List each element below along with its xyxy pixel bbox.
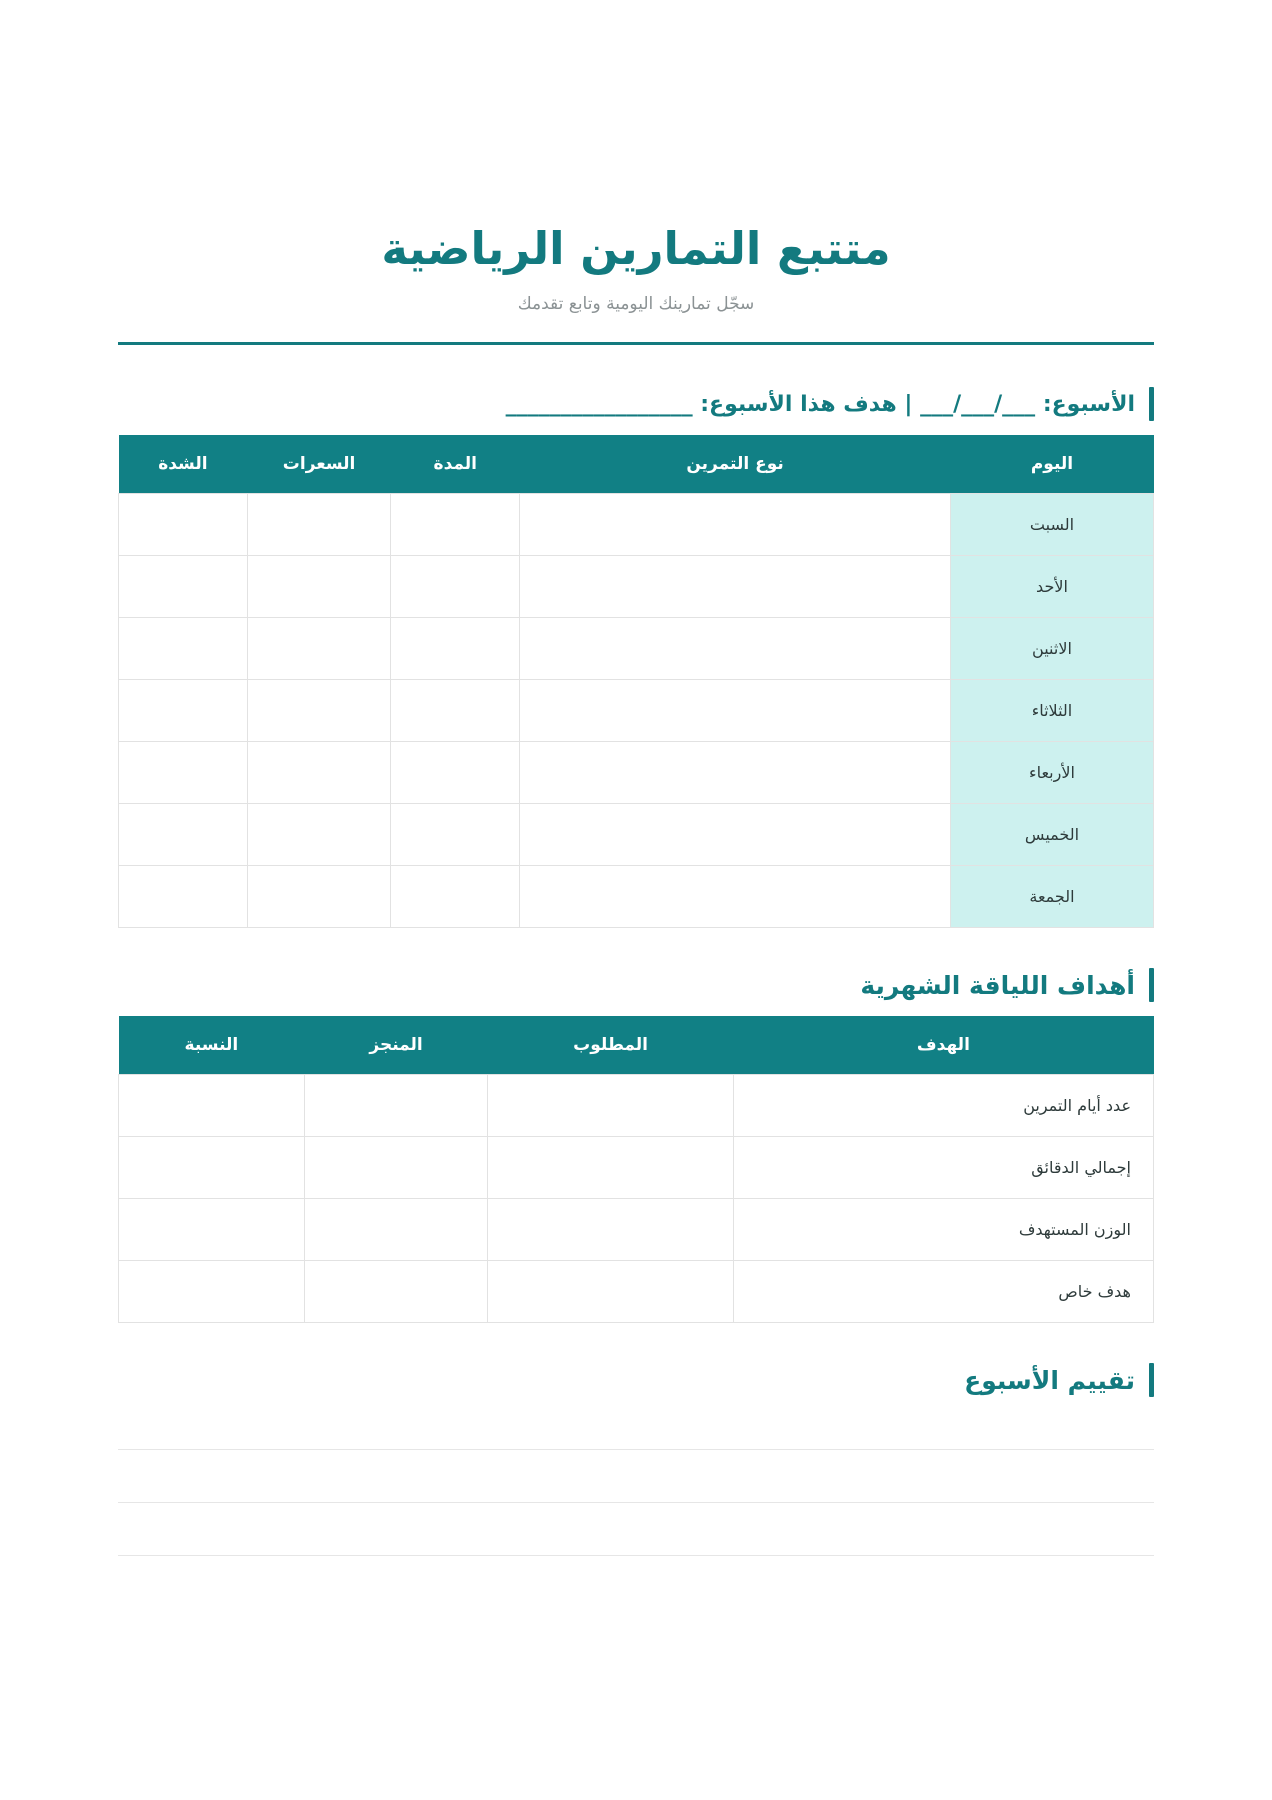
goal-label: الوزن المستهدف bbox=[733, 1199, 1153, 1261]
week-meta-row bbox=[118, 387, 1154, 421]
accent-bar-icon bbox=[1149, 1363, 1154, 1397]
cell-done[interactable] bbox=[304, 1261, 488, 1323]
table-row bbox=[119, 556, 1154, 618]
goal-label: هدف خاص bbox=[733, 1261, 1153, 1323]
cell-intensity[interactable] bbox=[119, 556, 248, 618]
monthly-table-body bbox=[119, 1075, 1154, 1323]
cell-percent[interactable] bbox=[119, 1261, 305, 1323]
cell-required[interactable] bbox=[488, 1137, 733, 1199]
table-row bbox=[119, 804, 1154, 866]
cell-type[interactable] bbox=[520, 556, 951, 618]
cell-calories[interactable] bbox=[247, 556, 391, 618]
table-row bbox=[119, 866, 1154, 928]
monthly-goals-heading bbox=[118, 968, 1154, 1002]
accent-bar-icon bbox=[1149, 387, 1154, 421]
cell-calories[interactable] bbox=[247, 804, 391, 866]
col-header-day: اليوم bbox=[950, 435, 1153, 494]
day-label: الجمعة bbox=[950, 866, 1153, 928]
table-row bbox=[119, 742, 1154, 804]
table-row bbox=[119, 680, 1154, 742]
col-header-done: المنجز bbox=[304, 1016, 488, 1075]
cell-done[interactable] bbox=[304, 1137, 488, 1199]
cell-intensity[interactable] bbox=[119, 866, 248, 928]
table-row bbox=[119, 1261, 1154, 1323]
week-review-heading bbox=[118, 1363, 1154, 1397]
day-label: الأحد bbox=[950, 556, 1153, 618]
cell-duration[interactable] bbox=[391, 804, 520, 866]
cell-duration[interactable] bbox=[391, 618, 520, 680]
col-header-goal: الهدف bbox=[733, 1016, 1153, 1075]
cell-calories[interactable] bbox=[247, 494, 391, 556]
table-row bbox=[119, 1137, 1154, 1199]
accent-bar-icon bbox=[1149, 968, 1154, 1002]
col-header-duration: المدة bbox=[391, 435, 520, 494]
cell-calories[interactable] bbox=[247, 618, 391, 680]
goal-label: إجمالي الدقائق bbox=[733, 1137, 1153, 1199]
cell-duration[interactable] bbox=[391, 866, 520, 928]
table-row bbox=[119, 494, 1154, 556]
table-row bbox=[119, 618, 1154, 680]
weekly-table-wrap bbox=[118, 435, 1154, 928]
cell-intensity[interactable] bbox=[119, 742, 248, 804]
cell-intensity[interactable] bbox=[119, 494, 248, 556]
cell-duration[interactable] bbox=[391, 742, 520, 804]
col-header-percent: النسبة bbox=[119, 1016, 305, 1075]
day-label: الثلاثاء bbox=[950, 680, 1153, 742]
cell-required[interactable] bbox=[488, 1199, 733, 1261]
cell-type[interactable] bbox=[520, 866, 951, 928]
goal-label: عدد أيام التمرين bbox=[733, 1075, 1153, 1137]
cell-calories[interactable] bbox=[247, 866, 391, 928]
monthly-table-wrap bbox=[118, 1016, 1154, 1323]
weekly-workout-table bbox=[118, 435, 1154, 928]
header-divider bbox=[118, 342, 1154, 345]
col-header-calories: السعرات bbox=[247, 435, 391, 494]
table-row bbox=[119, 1075, 1154, 1137]
monthly-goals-title: أهداف اللياقة الشهرية bbox=[860, 970, 1135, 1000]
col-header-type: نوع التمرين bbox=[520, 435, 951, 494]
cell-duration[interactable] bbox=[391, 494, 520, 556]
week-review-title: تقييم الأسبوع bbox=[964, 1365, 1135, 1395]
cell-calories[interactable] bbox=[247, 742, 391, 804]
day-label: السبت bbox=[950, 494, 1153, 556]
note-line[interactable] bbox=[118, 1503, 1154, 1556]
cell-intensity[interactable] bbox=[119, 804, 248, 866]
note-line[interactable] bbox=[118, 1449, 1154, 1503]
cell-duration[interactable] bbox=[391, 556, 520, 618]
cell-required[interactable] bbox=[488, 1261, 733, 1323]
day-label: الاثنين bbox=[950, 618, 1153, 680]
day-label: الأربعاء bbox=[950, 742, 1153, 804]
cell-type[interactable] bbox=[520, 742, 951, 804]
day-label: الخميس bbox=[950, 804, 1153, 866]
cell-required[interactable] bbox=[488, 1075, 733, 1137]
weekly-table-head bbox=[119, 435, 1154, 494]
cell-calories[interactable] bbox=[247, 680, 391, 742]
cell-type[interactable] bbox=[520, 618, 951, 680]
week-meta-text[interactable]: الأسبوع: ___/___/___ | هدف هذا الأسبوع: _________________ bbox=[505, 391, 1135, 417]
cell-percent[interactable] bbox=[119, 1199, 305, 1261]
page-subtitle: سجّل تمارينك اليومية وتابع تقدمك bbox=[517, 294, 755, 314]
cell-done[interactable] bbox=[304, 1199, 488, 1261]
col-header-intensity: الشدة bbox=[119, 435, 248, 494]
cell-duration[interactable] bbox=[391, 680, 520, 742]
monthly-header-row bbox=[119, 1016, 1154, 1075]
cell-intensity[interactable] bbox=[119, 680, 248, 742]
document-header bbox=[118, 0, 1154, 345]
table-row bbox=[119, 1199, 1154, 1261]
cell-done[interactable] bbox=[304, 1075, 488, 1137]
weekly-table-body bbox=[119, 494, 1154, 928]
cell-type[interactable] bbox=[520, 494, 951, 556]
monthly-goals-table bbox=[118, 1016, 1154, 1323]
monthly-table-head bbox=[119, 1016, 1154, 1075]
page-title: متتبع التمارين الرياضية bbox=[381, 222, 891, 275]
week-review-notes bbox=[118, 1449, 1154, 1556]
col-header-required: المطلوب bbox=[488, 1016, 733, 1075]
cell-intensity[interactable] bbox=[119, 618, 248, 680]
cell-type[interactable] bbox=[520, 804, 951, 866]
cell-percent[interactable] bbox=[119, 1137, 305, 1199]
cell-percent[interactable] bbox=[119, 1075, 305, 1137]
cell-type[interactable] bbox=[520, 680, 951, 742]
weekly-header-row bbox=[119, 435, 1154, 494]
